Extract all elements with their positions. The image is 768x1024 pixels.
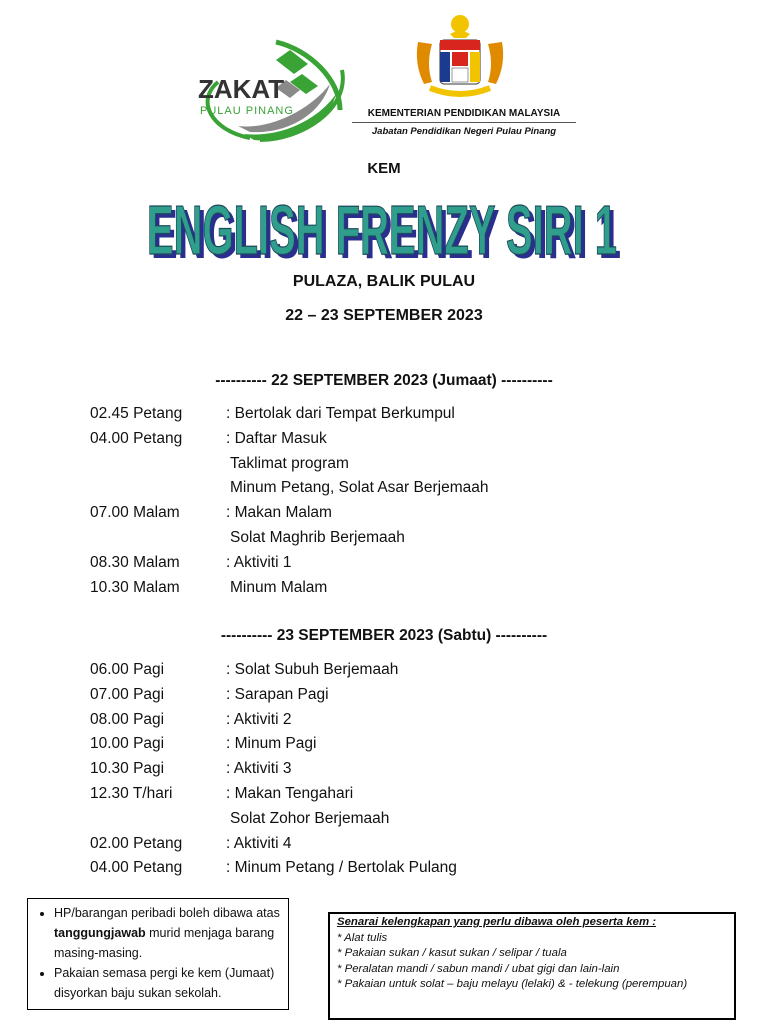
- note-bold-text: tanggungjawab: [54, 926, 146, 940]
- schedule-row: [90, 809, 710, 834]
- zakat-logo-text: ZAKAT: [198, 74, 285, 104]
- schedule-row: [90, 503, 710, 528]
- note-text: HP/barangan peribadi boleh dibawa atas: [54, 906, 280, 920]
- day2-schedule: [90, 660, 710, 883]
- malaysia-coat-of-arms-icon: [410, 12, 510, 104]
- schedule-activity: Solat Maghrib Berjemaah: [230, 528, 405, 546]
- zakat-pulau-pinang-logo: [190, 30, 350, 142]
- schedule-row: [90, 759, 710, 784]
- schedule-row: [90, 429, 710, 454]
- schedule-activity: : Aktiviti 2: [226, 710, 292, 728]
- schedule-time: 10.00 Pagi: [90, 735, 165, 753]
- schedule-time: 02.45 Petang: [90, 405, 183, 422]
- schedule-row: [90, 784, 710, 809]
- schedule-time: 10.30 Malam: [90, 578, 180, 596]
- equipment-list-box: [328, 912, 736, 1020]
- schedule-activity: : Minum Pagi: [226, 735, 317, 753]
- schedule-time: 04.00 Petang: [90, 859, 183, 877]
- schedule-time: 08.00 Pagi: [90, 710, 165, 728]
- schedule-time: 02.00 Petang: [90, 834, 183, 852]
- schedule-activity: : Bertolak dari Tempat Berkumpul: [226, 405, 455, 422]
- schedule-activity: : Minum Petang / Bertolak Pulang: [226, 859, 457, 877]
- schedule-activity: : Aktiviti 3: [226, 760, 292, 778]
- schedule-row: [90, 553, 710, 578]
- schedule-time: [90, 454, 226, 479]
- schedule-row: [90, 834, 710, 859]
- schedule-activity: Minum Malam: [230, 578, 328, 596]
- kem-label: KEM: [367, 160, 401, 177]
- schedule-activity: : Makan Tengahari: [226, 784, 354, 802]
- department-name: Jabatan Pendidikan Negeri Pulau Pinang: [371, 126, 557, 137]
- schedule-activity: : Solat Subuh Berjemaah: [226, 661, 399, 678]
- schedule-time: 08.30 Malam: [90, 553, 180, 571]
- date-range: 22 – 23 SEPTEMBER 2023: [285, 307, 483, 324]
- day1-schedule: [90, 404, 710, 602]
- schedule-row: [90, 710, 710, 735]
- schedule-activity: Minum Petang, Solat Asar Berjemaah: [230, 479, 489, 497]
- schedule-time: [90, 809, 226, 834]
- schedule-activity: Solat Zohor Berjemaah: [230, 809, 390, 827]
- program-title-shadow: ENGLISH FRENZY SIRI 1: [151, 195, 621, 268]
- equipment-item: * Peralatan mandi / sabun mandi / ubat gigi dan lain-lain: [337, 962, 620, 975]
- schedule-row: [90, 685, 710, 710]
- note-item: • Pakaian semasa pergi ke kem (Jumaat) disyorkan baju sukan sekolah.: [54, 963, 282, 1003]
- schedule-row: [90, 454, 710, 479]
- schedule-activity: : Sarapan Pagi: [226, 685, 329, 703]
- equipment-item: * Pakaian sukan / kasut sukan / selipar / tuala: [337, 947, 567, 960]
- schedule-time: 04.00 Petang: [90, 429, 183, 447]
- schedule-row: [90, 478, 710, 503]
- schedule-time: 06.00 Pagi: [90, 661, 165, 678]
- equipment-item: * Alat tulis: [337, 931, 388, 944]
- ministry-block: [352, 107, 576, 138]
- ministry-name: KEMENTERIAN PENDIDIKAN MALAYSIA: [367, 108, 561, 119]
- schedule-time: 10.30 Pagi: [90, 760, 165, 778]
- schedule-row: [90, 660, 710, 685]
- schedule-activity: Taklimat program: [230, 454, 349, 472]
- schedule-activity: : Makan Malam: [226, 504, 332, 522]
- schedule-activity: : Daftar Masuk: [226, 429, 327, 447]
- schedule-time: 12.30 T/hari: [90, 784, 173, 802]
- equipment-item: * Pakaian untuk solat – baju melayu (lelaki) & - telekung (perempuan): [337, 978, 688, 991]
- program-title-text: ENGLISH FRENZY SIRI 1: [147, 191, 617, 268]
- schedule-time: [90, 478, 226, 503]
- equipment-list-heading: Senarai kelengkapan yang perlu dibawa oleh peserta kem :: [337, 916, 657, 928]
- schedule-row: [90, 404, 710, 429]
- zakat-logo-subtext: PULAU PINANG: [200, 105, 294, 117]
- schedule-activity: : Aktiviti 4: [226, 834, 292, 852]
- day2-heading: ---------- 23 SEPTEMBER 2023 (Sabtu) ----------: [220, 627, 548, 644]
- program-title: [140, 184, 624, 268]
- venue: PULAZA, BALIK PULAU: [292, 273, 476, 290]
- schedule-row: [90, 734, 710, 759]
- schedule-time: [90, 528, 226, 553]
- schedule-time: 07.00 Malam: [90, 504, 180, 522]
- note-item: [54, 903, 282, 963]
- schedule-row: [90, 858, 710, 883]
- note-text: murid menjaga barang masing-masing.: [54, 926, 275, 960]
- day1-heading: ---------- 22 SEPTEMBER 2023 (Jumaat) ----------: [215, 372, 553, 389]
- notes-box-left: [27, 898, 289, 1010]
- ministry-divider: [352, 122, 576, 123]
- schedule-activity: : Aktiviti 1: [226, 553, 292, 571]
- schedule-row: [90, 528, 710, 553]
- schedule-time: 07.00 Pagi: [90, 685, 165, 703]
- schedule-row: [90, 578, 710, 603]
